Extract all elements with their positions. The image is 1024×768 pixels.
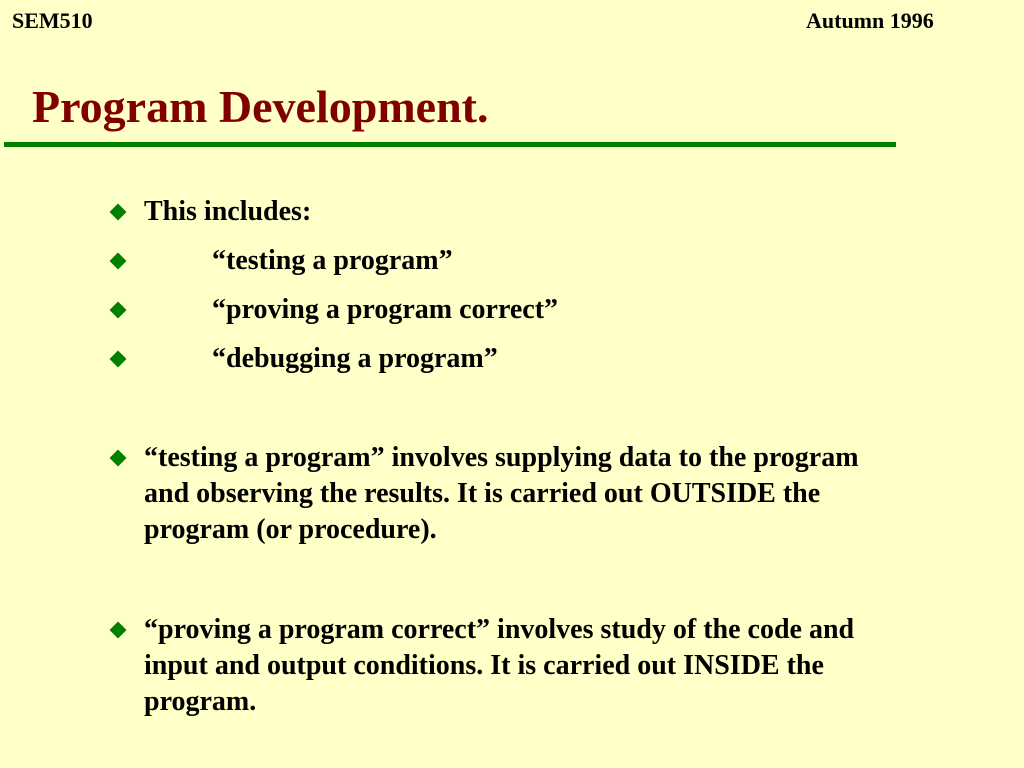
course-code: SEM510 [12, 8, 93, 33]
diamond-bullet-icon [110, 622, 127, 639]
bullet-text: “testing a program” [212, 245, 453, 276]
slide-title: Program Development. [32, 81, 489, 132]
bullet-text: This includes: [144, 196, 312, 227]
bullet-paragraph: “proving a program correct” involves study of the code and input and output conditions. It is carried out INSIDE the program. [144, 614, 855, 717]
term-label: Autumn 1996 [806, 8, 934, 33]
diamond-bullet-icon [110, 450, 127, 467]
diamond-bullet-icon [110, 204, 127, 221]
bullet-paragraph: “testing a program” involves supplying data to the program and observing the results. It is carried out OUTSIDE the program (or procedure). [144, 442, 859, 545]
diamond-bullet-icon [110, 351, 127, 368]
bullet-text: “proving a program correct” [212, 294, 559, 325]
diamond-bullet-icon [110, 302, 127, 319]
bullet-text: “debugging a program” [212, 343, 498, 374]
diamond-bullet-icon [110, 253, 127, 270]
title-divider [4, 142, 896, 147]
